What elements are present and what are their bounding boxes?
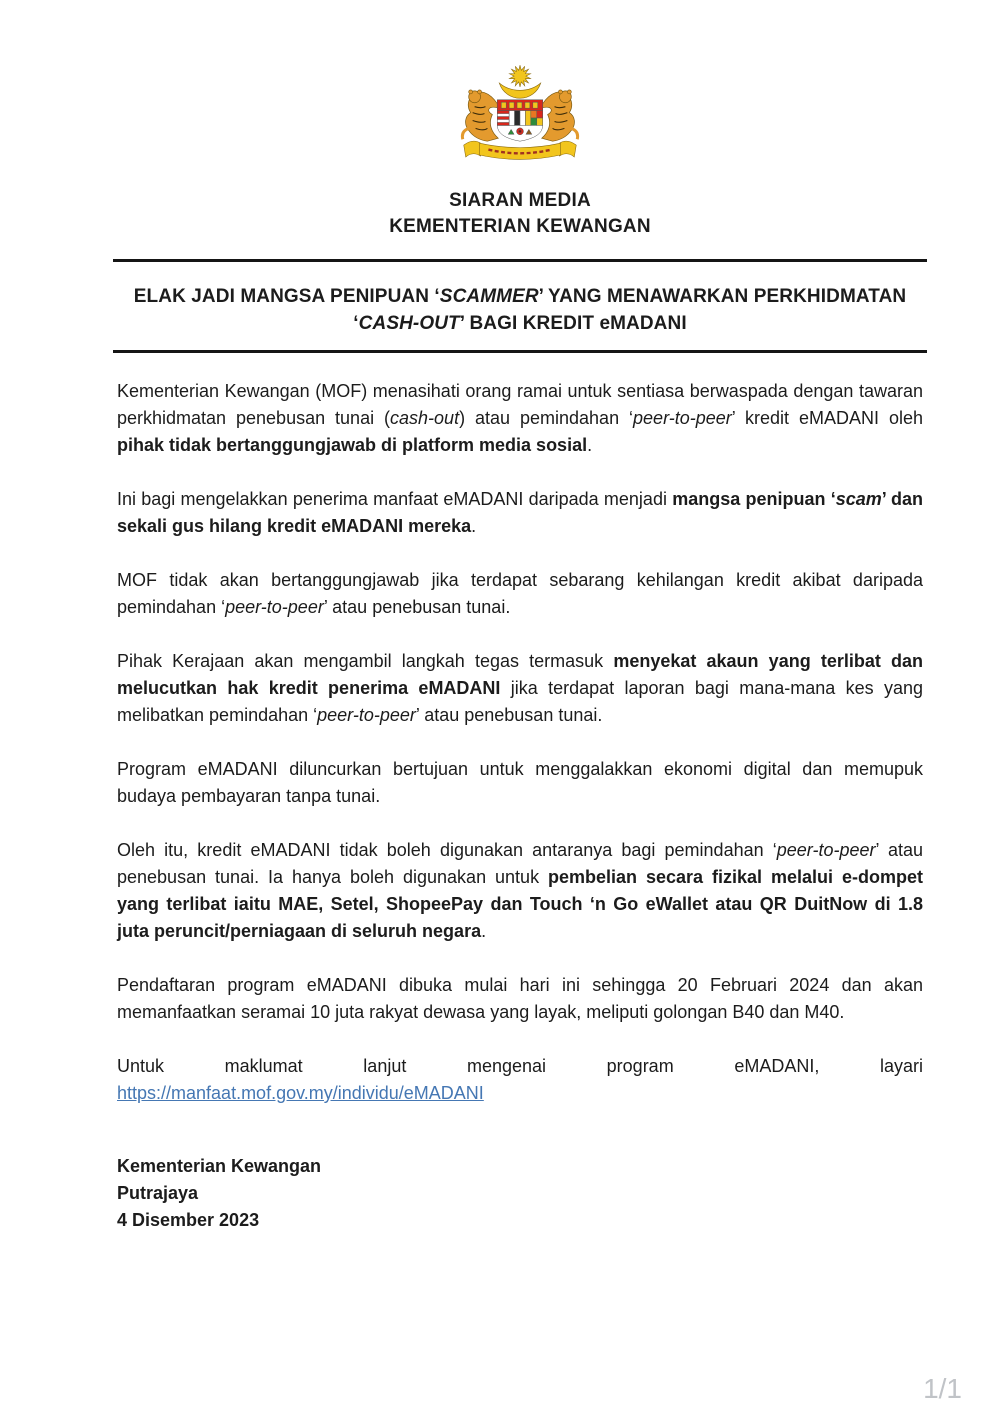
signature-date: 4 Disember 2023 [117, 1210, 260, 1230]
page-title: ELAK JADI MANGSA PENIPUAN ‘SCAMMER’ YANG MENAWARKAN PERKHIDMATAN ‘CASH-OUT’ BAGI KREDIT eMADANI [133, 286, 907, 334]
crest-tiger-left [462, 90, 498, 141]
signature-location: Putrajaya [117, 1183, 199, 1203]
paragraph-8-more-info: Untuk maklumat lanjut mengenai program eMADANI, layari https://manfaat.mof.gov.my/individu/eMADANI [117, 1056, 923, 1103]
paragraph-3: MOF tidak akan bertanggungjawab jika terdapat sebarang kehilangan kredit akibat daripada pemindahan ‘peer-to-peer’ atau penebusan tunai. [117, 570, 923, 617]
document-body [117, 378, 923, 1234]
malaysia-coat-of-arms-icon [446, 62, 594, 176]
paragraph-1: Kementerian Kewangan (MOF) menasihati orang ramai untuk sentiasa berwaspada dengan tawaran perkhidmatan penebusan tunai (cash-out) atau pemindahan ‘peer-to-peer’ kredit eMADANI oleh pihak tidak bertanggungjawab di platform media sosial. [117, 381, 924, 455]
signature-block [117, 1153, 923, 1234]
header-ministry-name: KEMENTERIAN KEWANGAN [389, 216, 651, 237]
paragraph-4: Pihak Kerajaan akan mengambil langkah tegas termasuk menyekat akaun yang terlibat dan melucutkan hak kredit penerima eMADANI jika terdapat laporan bagi mana-mana kes yang melibatkan pemindahan ‘peer-to-peer’ atau penebusan tunai. [117, 651, 924, 725]
emadani-info-link[interactable]: https://manfaat.mof.gov.my/individu/eMADANI [117, 1083, 484, 1103]
paragraph-6: Oleh itu, kredit eMADANI tidak boleh digunakan antaranya bagi pemindahan ‘peer-to-peer’ atau penebusan tunai. Ia hanya boleh digunakan untuk pembelian secara fizikal melalui e-dompet yang terlibat iaitu MAE, Setel, ShopeePay dan Touch ‘n Go eWallet atau QR DuitNow di 1.8 juta peruncit/perniagaan di seluruh negara. [117, 840, 923, 941]
crest-star [509, 65, 530, 87]
paragraph-7: Pendaftaran program eMADANI dibuka mulai hari ini sehingga 20 Februari 2024 dan akan memanfaatkan seramai 10 juta rakyat dewasa yang layak, meliputi golongan B40 dan M40. [117, 975, 923, 1022]
divider-bottom [113, 350, 927, 353]
document-header [117, 188, 923, 240]
paragraph-2: Ini bagi mengelakkan penerima manfaat eMADANI daripada menjadi mangsa penipuan ‘scam’ dan sekali gus hilang kredit eMADANI mereka. [117, 489, 923, 536]
signature-ministry: Kementerian Kewangan [117, 1156, 322, 1176]
crest-shield [497, 100, 542, 141]
page-indicator: 1/1 [923, 1373, 962, 1404]
document-content [117, 0, 923, 1234]
crest-banner [464, 141, 576, 159]
divider-top [113, 259, 927, 262]
paragraph-5: Program eMADANI diluncurkan bertujuan untuk menggalakkan ekonomi digital dan memupuk budaya pembayaran tanpa tunai. [117, 759, 923, 806]
crest-tiger-right [542, 90, 578, 141]
header-doc-type: SIARAN MEDIA [449, 190, 591, 211]
